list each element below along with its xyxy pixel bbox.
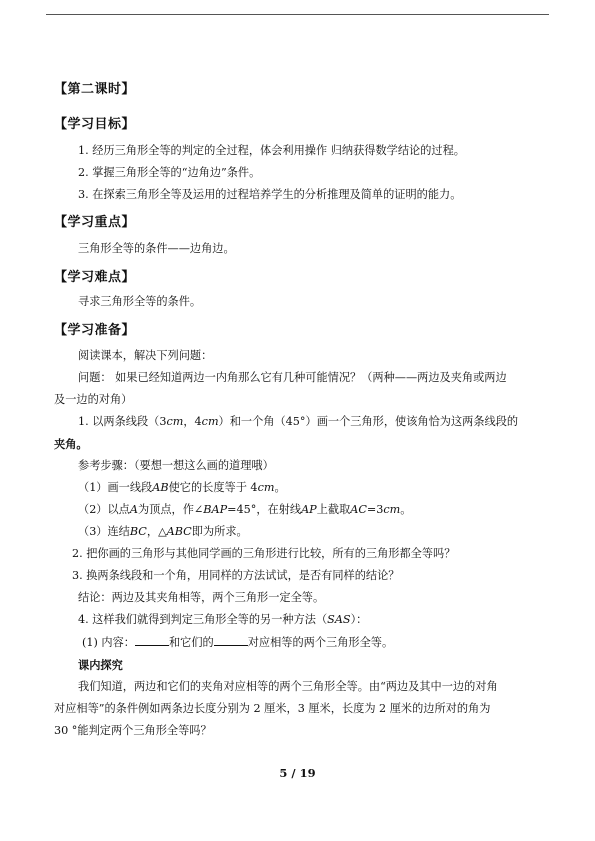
question-line-2: 及一边的对角） <box>54 393 133 406</box>
step-2-text-f: 。 <box>400 503 412 516</box>
step-3-text-b: ，△ <box>146 525 167 538</box>
item-4-text-b: ）： <box>350 613 368 626</box>
step-2 <box>78 503 411 517</box>
item-1-text-c: ）和一个角（45°）画一个三角形，使该角恰为这两条线段的 <box>218 415 519 428</box>
difficulty-heading: 【学习难点】 <box>54 270 136 285</box>
explore-line-1: 我们知道，两边和它们的夹角对应相等的两个三角形全等。由“两边及其中一边的对角 <box>78 680 498 693</box>
step-1-text-a: （1）画一线段 <box>78 481 153 494</box>
conclusion: 结论：两边及其夹角相等，两个三角形一定全等。 <box>78 591 325 604</box>
explore-line-3: 30 °能判定两个三角形全等吗？ <box>54 724 212 737</box>
label-bap: BAP <box>203 503 228 516</box>
reference-steps: 参考步骤：（要想一想这么画的道理哦） <box>78 459 274 472</box>
step-2-text-c: =45°，在射线 <box>227 503 302 516</box>
item-3: 3. 换两条线段和一个角，用同样的方法试试，是否有同样的结论？ <box>72 569 400 582</box>
explore-line-2: 对应相等”的条件例如两条边长度分别为 2 厘米，3 厘米，长度为 2 厘米的边所对的角为 <box>54 702 491 715</box>
key-text: 三角形全等的条件——边角边。 <box>78 242 235 255</box>
explore-heading: 课内探究 <box>78 658 123 672</box>
goals-heading: 【学习目标】 <box>54 117 136 132</box>
fill-text-c: 对应相等的两个三角形全等。 <box>247 636 394 649</box>
label-bc: BC <box>129 525 147 538</box>
step-2-text-a: （2）以点 <box>78 503 130 516</box>
key-heading: 【学习重点】 <box>54 215 136 230</box>
unit-cm: cm <box>201 415 219 428</box>
goal-3: 3. 在探索三角形全等及运用的过程培养学生的分析推理及简单的证明的能力。 <box>78 188 462 201</box>
prep-heading: 【学习准备】 <box>54 323 136 338</box>
difficulty-text: 寻求三角形全等的条件。 <box>78 295 202 308</box>
step-2-text-d: 上截取 <box>316 503 351 516</box>
item-4 <box>78 613 367 627</box>
label-ap: AP <box>301 503 317 516</box>
goal-2: 2. 掌握三角形全等的“边角边”条件。 <box>78 166 261 179</box>
lesson-heading: 【第二课时】 <box>54 82 136 97</box>
item-2: 2. 把你画的三角形与其他同学画的三角形进行比较，所有的三角形都全等吗？ <box>72 547 456 560</box>
unit-cm: cm <box>383 503 401 516</box>
item-1-line-2: 夹角。 <box>54 437 88 451</box>
unit-cm: cm <box>166 415 184 428</box>
prep-intro: 阅读课本，解决下列问题： <box>78 349 213 362</box>
step-3 <box>78 525 248 539</box>
label-sas: SAS <box>327 613 351 626</box>
fill-text-a: (1) 内容： <box>82 636 135 649</box>
question-line-1: 问题： 如果已经知道两边一内角那么它有几种可能情况？（两种——两边及夹角或两边 <box>78 371 507 384</box>
step-3-text-a: （3）连结 <box>78 525 130 538</box>
item-1-line-1 <box>78 415 518 429</box>
unit-cm: cm <box>257 481 275 494</box>
step-2-text-b: 为顶点，作∠ <box>137 503 204 516</box>
label-ab: AB <box>152 481 169 494</box>
step-3-text-c: 即为所求。 <box>191 525 248 538</box>
item-1-text-b: ，4 <box>183 415 202 428</box>
goal-1: 1. 经历三角形全等的判定的全过程，体会利用操作 归纳获得数学结论的过程。 <box>78 144 465 157</box>
fill-text-b: 和它们的 <box>168 636 214 649</box>
step-1 <box>78 481 286 495</box>
page-number: 5 / 19 <box>279 766 316 780</box>
blank-2[interactable] <box>214 635 248 646</box>
fill-in-line <box>82 635 393 650</box>
label-abc: ABC <box>166 525 192 538</box>
label-ac: AC <box>350 503 367 516</box>
step-1-text-c: 。 <box>274 481 286 494</box>
header-rule <box>46 14 549 15</box>
step-1-text-b: 使它的长度等于 4 <box>168 481 258 494</box>
blank-1[interactable] <box>135 635 169 646</box>
step-2-text-e: =3 <box>366 503 384 516</box>
item-4-text-a: 4. 这样我们就得到判定三角形全等的另一种方法（ <box>78 613 328 626</box>
label-a: A <box>129 503 138 516</box>
item-1-text-a: 1. 以两条线段（3 <box>78 415 167 428</box>
